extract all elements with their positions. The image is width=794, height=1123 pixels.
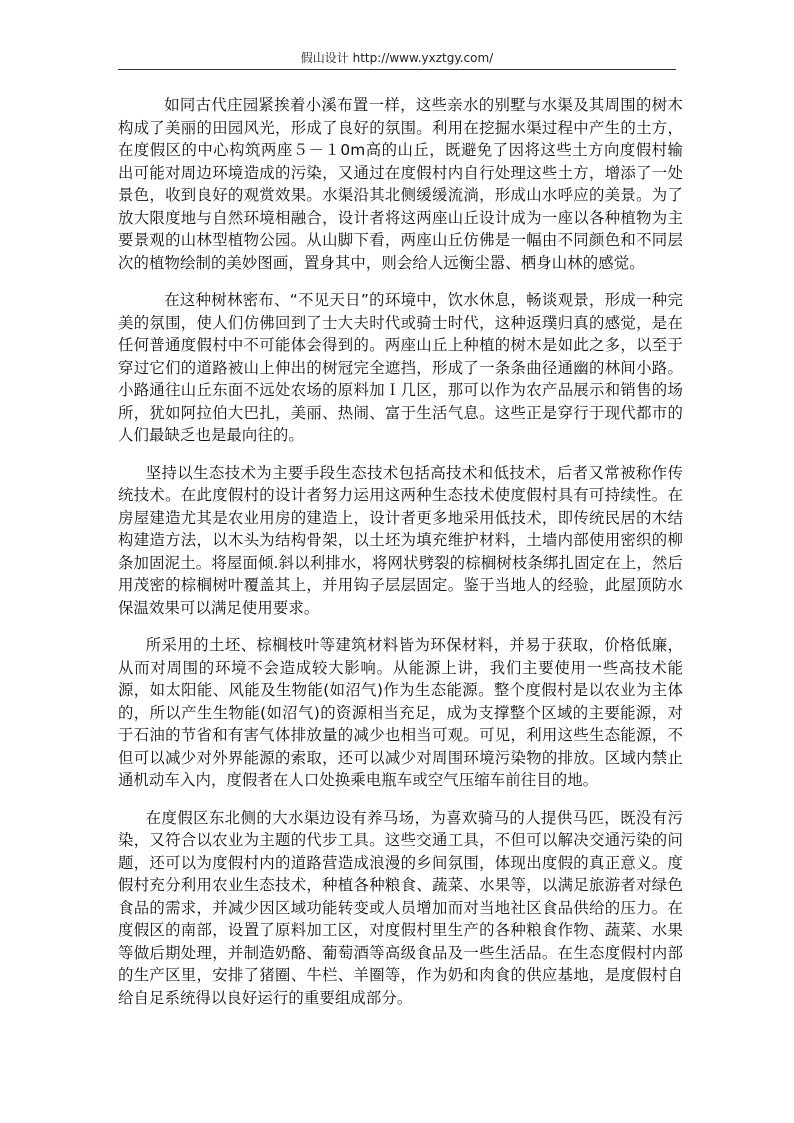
paragraph-1: 如同古代庄园紧挨着小溪布置一样，这些亲水的别墅与水渠及其周围的树木构成了美丽的田园风光，形成了良好的氛围。利用在挖掘水渠过程中产生的土方，在度假区的中心构筑两座５－１0m高的山丘，既避免了因将这些土方向度假村输出可能对周边环境造成的污染，又通过在度假村内自行处理这些土方，增添了一处景色，收到良好的观赏效果。水渠沿其北侧缓缓流淌，形成山水呼应的美景。为了放大限度地与自然环境相融合，设计者将这两座山丘设计成为一座以各种植物为主要景观的山林型植物公园。从山脚下看，两座山丘仿佛是一幅由不同颜色和不同层次的植物绘制的美妙图画，置身其中，则会给人远衡尘嚣、栖身山林的感觉。	[118, 96, 683, 272]
paragraph-4: 所采用的土坯、棕榈枝叶等建筑材料皆为环保材料，并易于获取，价格低廉，从而对周围的环境不会造成较大影响。从能源上讲，我们主要使用一些高技术能源，如太阳能、风能及生物能(如沼气)作为生态能源。整个度假村是以农业为主体的，所以产生生物能(如沼气)的资源相当充足，成为支撑整个区域的主要能源，对于石油的节省和有害气体排放量的减少也相当可观。可见，利用这些生态能源，不但可以减少对外界能源的索取，还可以减少对周围环境污染物的排放。区域内禁止通机动车入内，度假者在人口处换乘电瓶车或空气压缩车前往目的地。	[118, 636, 683, 789]
header-divider	[118, 69, 676, 70]
paragraph-2: 在这种树林密布、“不见天日”的环境中，饮水休息，畅谈观景，形成一种完美的氛围，使人们仿佛回到了士大夫时代或骑士时代，这种返璞归真的感觉，是在任何普通度假村中不可能体会得到的。两座山丘上种植的树木是如此之多，以至于穿过它们的道路被山上伸出的树冠完全遮挡，形成了一条条曲径通幽的林间小路。小路通往山丘东面不远处农场的原料加Ｉ几区，那可以作为农产品展示和销售的场所，犹如阿拉伯大巴扎，美丽、热闹、富于生活气息。这些正是穿行于现代都市的人们最缺乏也是最向往的。	[118, 291, 683, 444]
paragraph-3: 坚持以生态技术为主要手段生态技术包括高技术和低技术，后者又常被称作传统技术。在此度假村的设计者努力运用这两种生态技术使度假村具有可持续性。在房屋建造尤其是农业用房的建造上，设计者更多地采用低技术，即传统民居的木结构建造方法，以木头为结构骨架，以土坯为填充维护材料，土墙内部使用密织的柳条加固泥土。将屋面倾.斜以利排水，将网状劈裂的棕榈树枝条绑扎固定在上，然后用茂密的棕榈树叶覆盖其上，并用钩子层层固定。鉴于当地人的经验，此屋顶防水保温效果可以满足使用要求。	[118, 463, 683, 617]
page-header: 假山设计 http://www.yxztgy.com/	[300, 51, 494, 65]
paragraph-5: 在度假区东北侧的大水渠边设有养马场，为喜欢骑马的人提供马匹，既没有污染，又符合以农业为主题的代步工具。这些交通工具，不但可以解决交通污染的问题，还可以为度假村内的道路营造成浪漫的乡间氛围，体现出度假的真正意义。度假村充分利用农业生态技术，种植各种粮食、蔬菜、水果等，以满足旅游者对绿色食品的需求，并减少因区域功能转变或人员增加而对当地社区食品供给的压力。在度假区的南部，设置了原料加工区，对度假村里生产的各种粮食作物、蔬菜、水果等做后期处理，并制造奶酪、葡萄酒等高级食品及一些生活品。在生态度假村内部的生产区里，安排了猪圈、牛栏、羊圈等，作为奶和肉食的供应基地，是度假村自给自足系统得以良好运行的重要组成部分。	[118, 808, 683, 1007]
article-body	[118, 94, 683, 1024]
